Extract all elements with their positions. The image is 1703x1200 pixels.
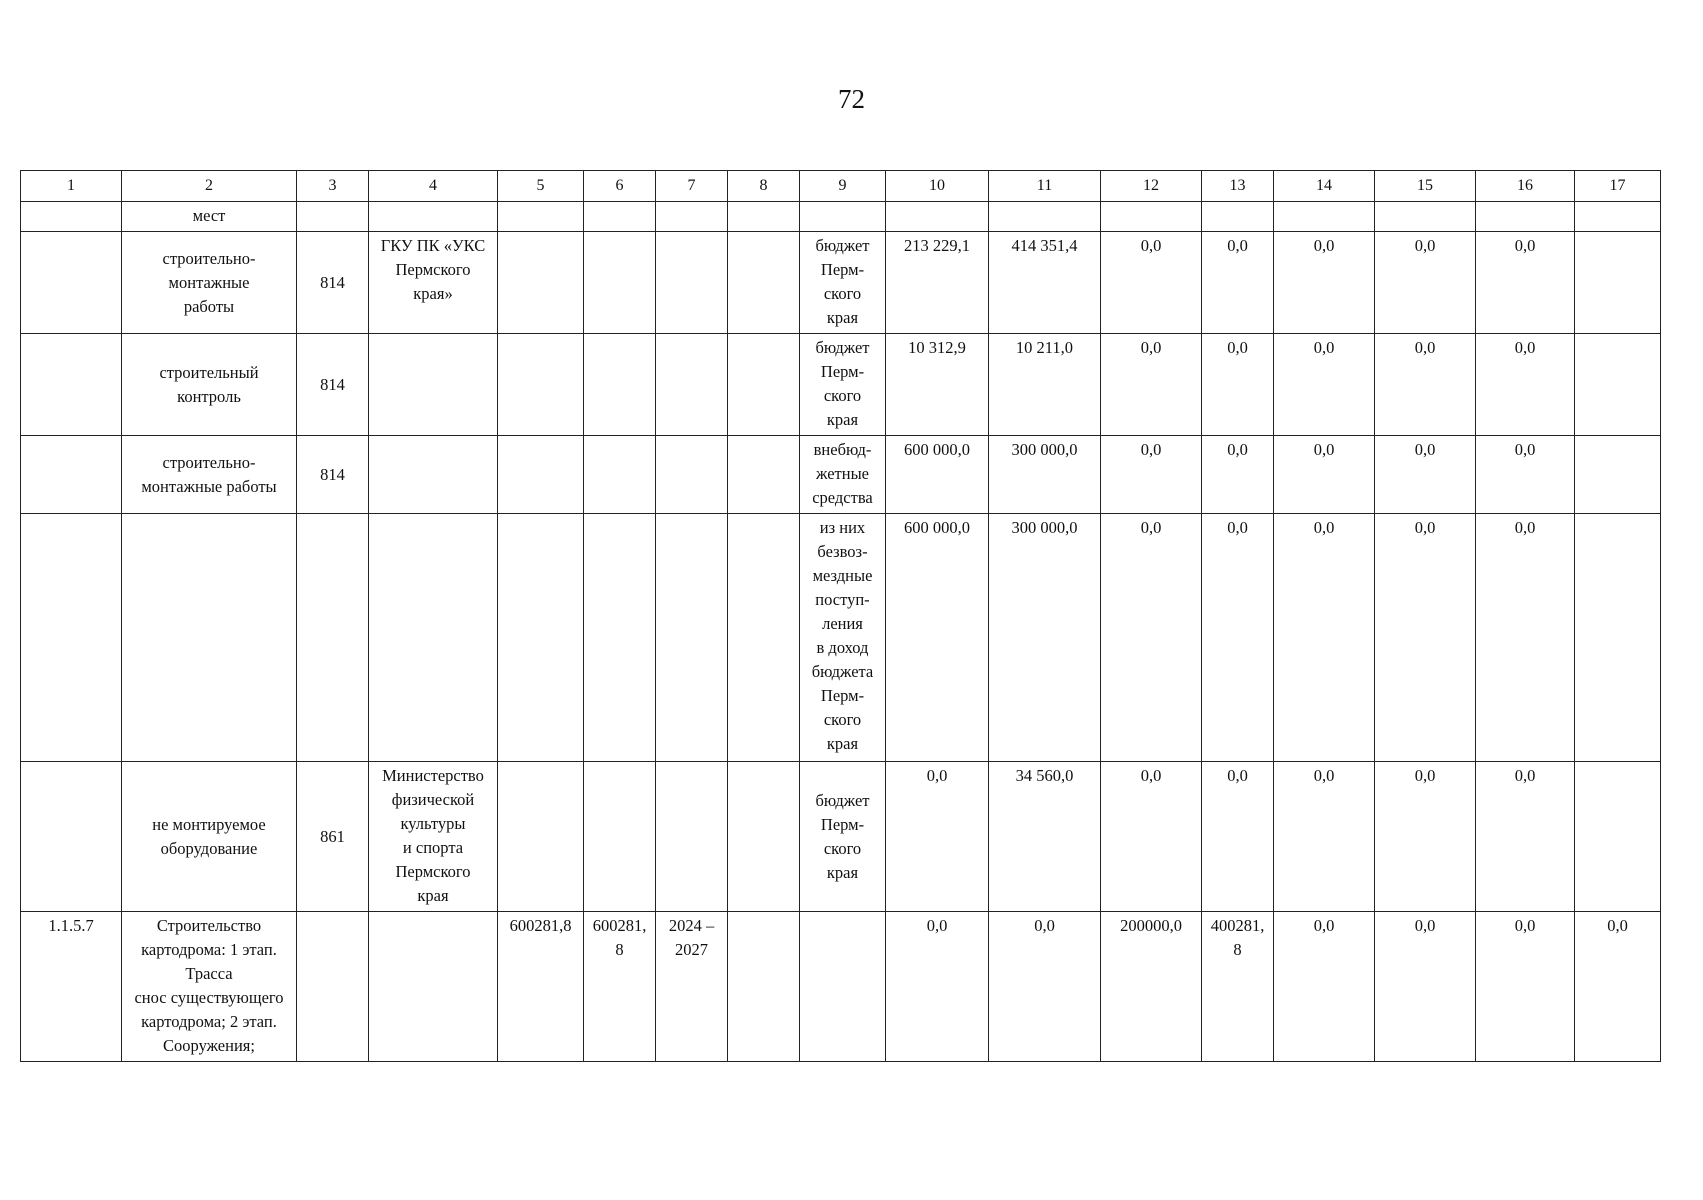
table-cell	[1375, 202, 1476, 232]
table-cell: 300 000,0	[989, 514, 1101, 762]
table-cell: строительно- монтажные работы	[122, 436, 297, 514]
table-cell	[297, 202, 369, 232]
table-row	[21, 334, 1661, 436]
table-cell	[584, 762, 656, 912]
table-cell	[498, 202, 584, 232]
column-header: 7	[656, 171, 728, 202]
table-cell	[498, 334, 584, 436]
table-cell: 0,0	[1274, 334, 1375, 436]
table-cell: 0,0	[1202, 762, 1274, 912]
table-cell: 0,0	[1101, 334, 1202, 436]
column-header: 11	[989, 171, 1101, 202]
table-cell: 414 351,4	[989, 232, 1101, 334]
table-cell: 600281, 8	[584, 912, 656, 1062]
table-cell	[1274, 202, 1375, 232]
table-cell	[584, 334, 656, 436]
column-header: 5	[498, 171, 584, 202]
table-cell	[728, 762, 800, 912]
table-cell: 0,0	[1274, 436, 1375, 514]
table-row	[21, 762, 1661, 912]
table-cell: 0,0	[1575, 912, 1661, 1062]
table-cell: 0,0	[1274, 912, 1375, 1062]
table-cell: 600 000,0	[886, 436, 989, 514]
table-row	[21, 202, 1661, 232]
table-cell: 0,0	[1476, 514, 1575, 762]
column-number-row	[21, 171, 1661, 202]
table-cell: 200000,0	[1101, 912, 1202, 1062]
table-cell: бюджет Перм- ского края	[800, 762, 886, 912]
column-header: 1	[21, 171, 122, 202]
column-header: 6	[584, 171, 656, 202]
column-header: 4	[369, 171, 498, 202]
table-cell: из них безвоз- мездные поступ- ления в доход бюджета Перм- ского края	[800, 514, 886, 762]
table-cell	[1575, 232, 1661, 334]
column-header: 10	[886, 171, 989, 202]
table-cell	[297, 514, 369, 762]
table-cell: не монтируемое оборудование	[122, 762, 297, 912]
table-cell: 2024 – 2027	[656, 912, 728, 1062]
table-cell: 213 229,1	[886, 232, 989, 334]
table-cell	[656, 762, 728, 912]
column-header: 16	[1476, 171, 1575, 202]
column-header: 13	[1202, 171, 1274, 202]
table-cell: 0,0	[1476, 334, 1575, 436]
table-cell	[728, 436, 800, 514]
table-cell	[297, 912, 369, 1062]
table-cell: 0,0	[1476, 436, 1575, 514]
table-cell: внебюд- жетные средства	[800, 436, 886, 514]
table-cell	[584, 436, 656, 514]
column-header: 15	[1375, 171, 1476, 202]
table-cell	[584, 232, 656, 334]
table-cell: 600 000,0	[886, 514, 989, 762]
page-number: 72	[838, 84, 865, 114]
table-cell	[1575, 762, 1661, 912]
table-cell: 0,0	[1101, 232, 1202, 334]
table-cell: 0,0	[886, 762, 989, 912]
table-cell	[800, 202, 886, 232]
table-cell	[728, 912, 800, 1062]
table-cell: 861	[297, 762, 369, 912]
table-row	[21, 436, 1661, 514]
table-cell	[498, 436, 584, 514]
table-cell: 0,0	[1476, 912, 1575, 1062]
table-cell: 0,0	[1375, 232, 1476, 334]
table-cell: 0,0	[1101, 514, 1202, 762]
table-cell: 0,0	[1476, 762, 1575, 912]
table-cell: 0,0	[886, 912, 989, 1062]
table-cell	[584, 514, 656, 762]
table-cell	[21, 232, 122, 334]
table-cell: 0,0	[1274, 762, 1375, 912]
table-cell	[1101, 202, 1202, 232]
table-cell	[1476, 202, 1575, 232]
table-cell	[656, 202, 728, 232]
table-cell	[1575, 514, 1661, 762]
table-cell	[886, 202, 989, 232]
table-cell	[584, 202, 656, 232]
table-cell	[21, 762, 122, 912]
table-cell	[1202, 202, 1274, 232]
table-cell	[369, 514, 498, 762]
table-cell	[728, 202, 800, 232]
table-cell	[656, 436, 728, 514]
table-cell: 0,0	[1101, 762, 1202, 912]
table-cell	[1575, 334, 1661, 436]
table-cell: 814	[297, 232, 369, 334]
table-cell	[800, 912, 886, 1062]
table-cell	[656, 232, 728, 334]
table-cell: бюджет Перм- ского края	[800, 334, 886, 436]
table-cell	[122, 514, 297, 762]
table-cell	[728, 232, 800, 334]
table-cell	[728, 514, 800, 762]
table-cell	[369, 436, 498, 514]
table-cell: 0,0	[1202, 514, 1274, 762]
table-cell: 0,0	[1101, 436, 1202, 514]
table-cell: 0,0	[989, 912, 1101, 1062]
table-cell	[656, 334, 728, 436]
table-cell: Министерство физической культуры и спорта Пермского края	[369, 762, 498, 912]
table-cell	[498, 762, 584, 912]
table-cell: 34 560,0	[989, 762, 1101, 912]
table-cell: строительный контроль	[122, 334, 297, 436]
table-cell	[369, 912, 498, 1062]
column-header: 8	[728, 171, 800, 202]
table-cell	[21, 202, 122, 232]
table-cell	[498, 232, 584, 334]
budget-table	[20, 170, 1661, 1062]
table-cell: 0,0	[1202, 334, 1274, 436]
table-cell: 814	[297, 334, 369, 436]
column-header: 3	[297, 171, 369, 202]
table-cell: 0,0	[1375, 514, 1476, 762]
table-cell: 0,0	[1375, 762, 1476, 912]
table-row	[21, 912, 1661, 1062]
table-row	[21, 232, 1661, 334]
table-cell: 814	[297, 436, 369, 514]
table-cell: ГКУ ПК «УКС Пермского края»	[369, 232, 498, 334]
table-cell: 10 211,0	[989, 334, 1101, 436]
table-cell: 0,0	[1476, 232, 1575, 334]
table-cell	[369, 202, 498, 232]
table-cell	[21, 334, 122, 436]
table-cell	[498, 514, 584, 762]
table-cell	[21, 514, 122, 762]
table-cell: 300 000,0	[989, 436, 1101, 514]
column-header: 12	[1101, 171, 1202, 202]
table-cell	[656, 514, 728, 762]
table-cell: Строительство картодрома: 1 этап. Трасса снос существующего картодрома; 2 этап. Сооружения;	[122, 912, 297, 1062]
table-cell: 0,0	[1375, 334, 1476, 436]
table-cell: мест	[122, 202, 297, 232]
table-cell: 0,0	[1202, 232, 1274, 334]
table-cell: 0,0	[1375, 912, 1476, 1062]
table-cell: 0,0	[1274, 514, 1375, 762]
table-row	[21, 514, 1661, 762]
table-cell: 0,0	[1202, 436, 1274, 514]
table-cell: бюджет Перм- ского края	[800, 232, 886, 334]
table-cell	[1575, 202, 1661, 232]
table-cell	[369, 334, 498, 436]
column-header: 17	[1575, 171, 1661, 202]
column-header: 9	[800, 171, 886, 202]
table-cell	[1575, 436, 1661, 514]
table-cell: 0,0	[1274, 232, 1375, 334]
column-header: 14	[1274, 171, 1375, 202]
column-header: 2	[122, 171, 297, 202]
table-cell	[21, 436, 122, 514]
table-cell: строительно- монтажные работы	[122, 232, 297, 334]
table-cell	[989, 202, 1101, 232]
table-cell	[728, 334, 800, 436]
table-cell: 1.1.5.7	[21, 912, 122, 1062]
table-cell: 400281, 8	[1202, 912, 1274, 1062]
table-cell: 600281,8	[498, 912, 584, 1062]
table-cell: 10 312,9	[886, 334, 989, 436]
table-cell: 0,0	[1375, 436, 1476, 514]
